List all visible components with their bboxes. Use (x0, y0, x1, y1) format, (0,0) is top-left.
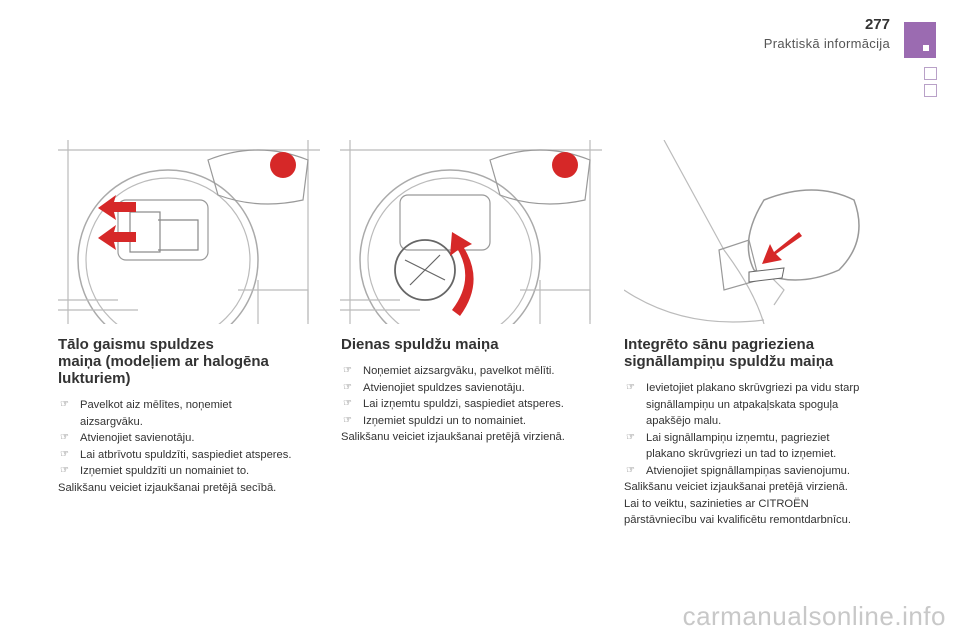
headlamp-illustration-1 (58, 140, 320, 324)
pointer-icon: ☞ (60, 432, 69, 443)
chapter-tab-active (904, 22, 936, 58)
watermark-text[interactable]: carmanualsonline.info (682, 601, 946, 631)
arrow-icon (762, 232, 802, 264)
step-list (624, 380, 904, 479)
pointer-icon: ☞ (343, 381, 352, 393)
list-item: ☞ Atvienojiet spignāllampiņas savienojumu. (624, 463, 904, 480)
list-item: ☞ Lai izņemtu spuldzi, saspiediet atsperes. (341, 396, 611, 413)
reassembly-note: Salikšanu veiciet izjaukšanai pretējā secībā. (58, 481, 277, 494)
chapter-tab-empty-1 (924, 67, 937, 80)
section-main-beam (58, 336, 328, 496)
red-marker-icon (552, 152, 578, 178)
list-item: ☞ Atvienojiet spuldzes savienotāju. (341, 380, 611, 397)
mirror-drawing (624, 140, 886, 324)
list-item: ☞ Izņemiet spuldzīti un nomainiet to. (58, 463, 328, 480)
rotate-arrow-icon (450, 232, 474, 316)
headlamp-drawing (58, 140, 320, 324)
chapter-tab-empty-2 (924, 84, 937, 97)
headlamp-drawing (340, 140, 602, 324)
headlamp-illustration-2 (340, 140, 602, 324)
list-item: ☞ Lai signāllampiņu izņemtu, pagrieziet plakano skrūvgriezi un tad to izņemiet. (626, 431, 837, 460)
section-heading: Dienas spuldžu maiņa (341, 336, 499, 353)
page-number: 277 (864, 16, 890, 33)
pointer-icon: ☞ (343, 414, 352, 426)
list-item: ☞ Izņemiet spuldzi un to nomainiet. (341, 413, 611, 430)
step-list (58, 397, 328, 480)
pointer-icon: ☞ (626, 382, 635, 393)
list-item: ☞ Atvienojiet savienotāju. (58, 430, 328, 447)
section-side-indicator (624, 336, 904, 529)
tab-marker (923, 45, 929, 51)
section-heading: Integrēto sānu pagrieziena signāllampiņu spuldžu maiņa (624, 336, 834, 370)
section-heading: Tālo gaismu spuldzes maiņa (modeļiem ar halogēna lukturiem) (58, 336, 269, 387)
pointer-icon: ☞ (60, 448, 69, 460)
section-daytime-lamp (341, 336, 611, 446)
list-item: ☞ Ievietojiet plakano skrūvgriezi pa vidu starp signāllampiņu un atpakaļskata spoguļa apakšējo malu. (626, 382, 860, 427)
pointer-icon: ☞ (626, 431, 635, 443)
red-marker-icon (270, 152, 296, 178)
list-item: ☞ Lai atbrīvotu spuldzīti, saspiediet atsperes. (58, 447, 328, 464)
pointer-icon: ☞ (343, 365, 352, 376)
list-item: ☞ Noņemiet aizsargvāku, pavelkot mēlīti. (341, 363, 611, 380)
reassembly-note: Salikšanu veiciet izjaukšanai pretējā virzienā. Lai to veiktu, sazinieties ar CITROËN pārstāvniecību vai kvalificētu remontdarbnīcu. (624, 481, 851, 526)
step-list (341, 363, 611, 429)
mirror-illustration (624, 140, 886, 324)
pointer-icon: ☞ (626, 464, 635, 476)
section-title: Praktiskā informācija (763, 36, 890, 51)
pointer-icon: ☞ (60, 465, 69, 476)
pointer-icon: ☞ (60, 399, 69, 410)
reassembly-note: Salikšanu veiciet izjaukšanai pretējā virzienā. (341, 431, 565, 443)
pointer-icon: ☞ (343, 398, 352, 409)
list-item: ☞ Pavelkot aiz mēlītes, noņemiet aizsargvāku. (60, 399, 232, 428)
